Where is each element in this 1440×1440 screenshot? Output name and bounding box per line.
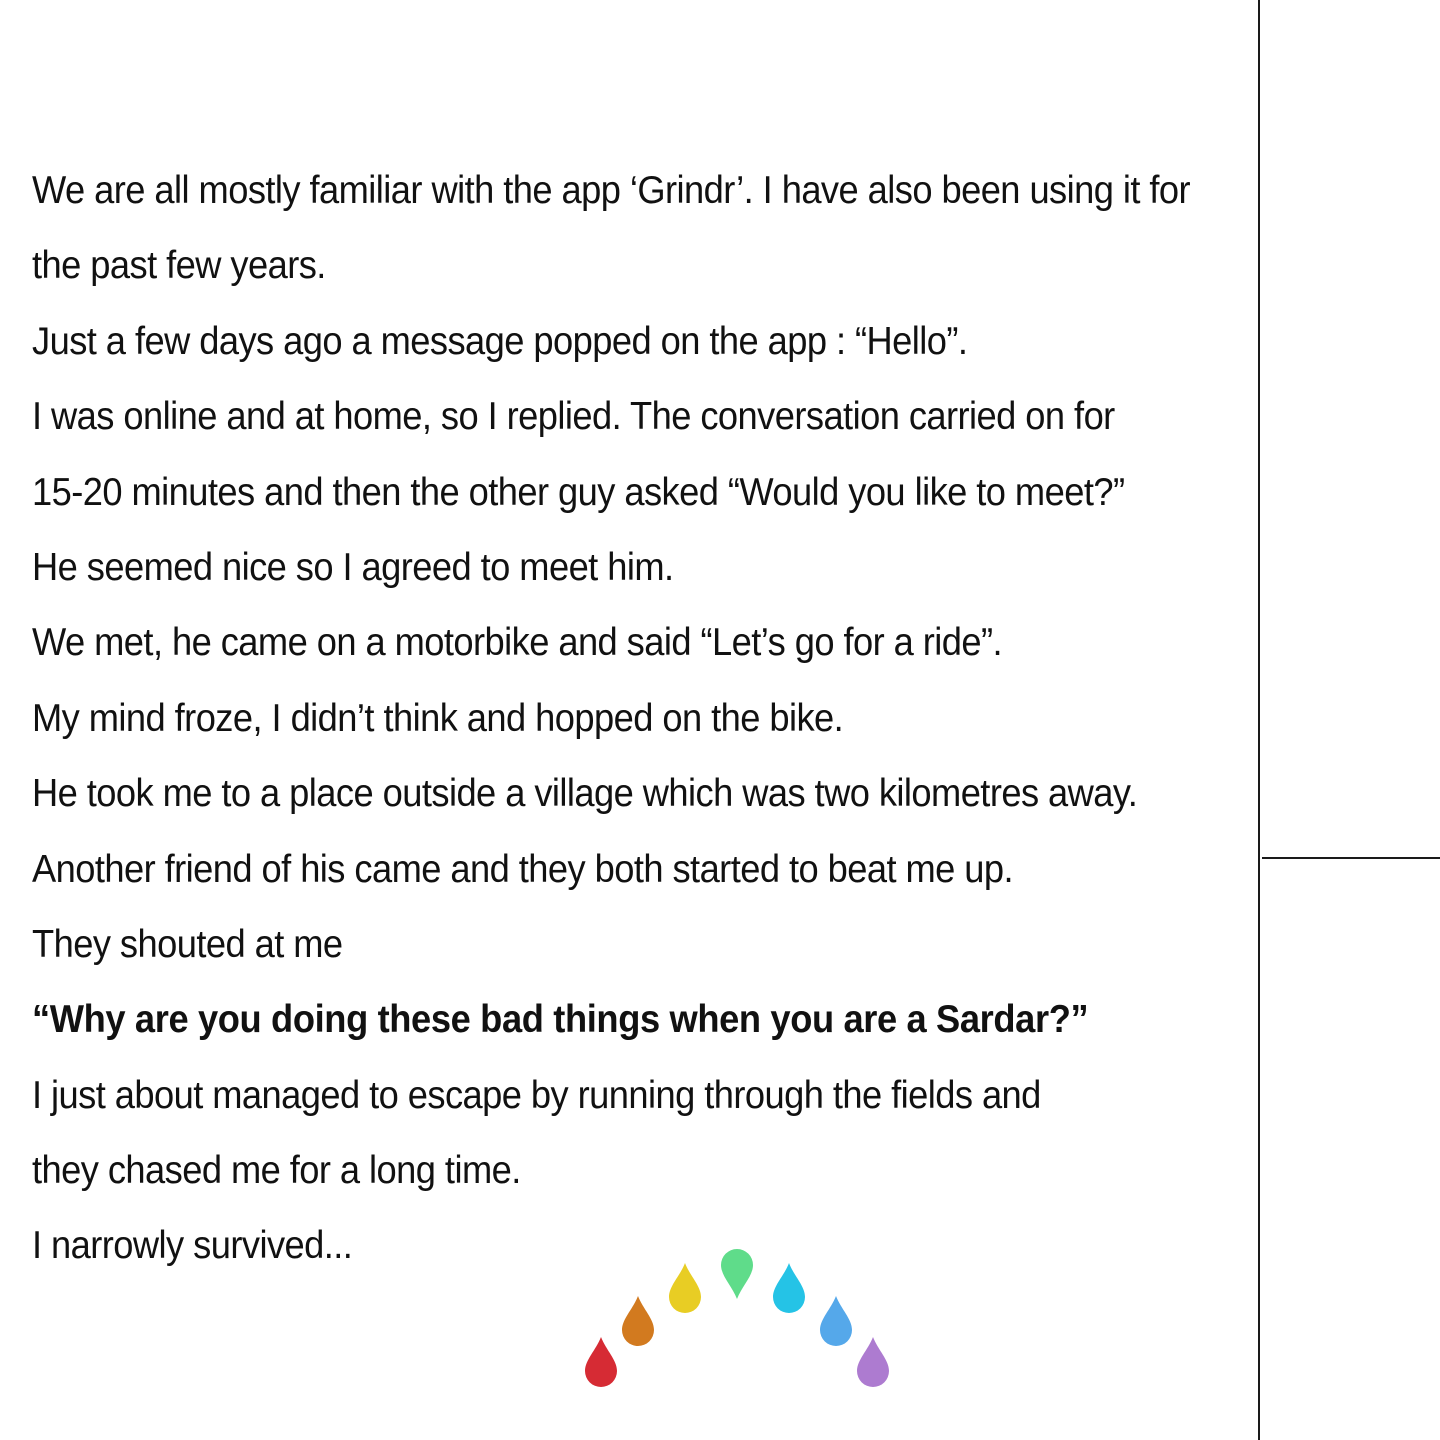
rainbow-drops-logo (560, 1240, 920, 1410)
story-line: We met, he came on a motorbike and said “Let’s go for a ride”. (32, 621, 1003, 665)
vertical-divider-line (1258, 0, 1260, 1440)
story-line: He seemed nice so I agreed to meet him. (32, 545, 674, 589)
story-line: My mind froze, I didn’t think and hopped on the bike. (32, 696, 844, 740)
story-line: I just about managed to escape by running through the fields and (32, 1073, 1041, 1117)
teardrop-icon (668, 1262, 702, 1314)
story-quote-line: “Why are you doing these bad things when you are a Sardar?” (32, 998, 1089, 1042)
story-line: Just a few days ago a message popped on the app : “Hello”. (32, 319, 968, 363)
story-line: 15-20 minutes and then the other guy asked “Would you like to meet?” (32, 470, 1125, 514)
story-line: they chased me for a long time. (32, 1149, 521, 1193)
story-line: I narrowly survived... (32, 1224, 353, 1268)
teardrop-icon (772, 1262, 806, 1314)
story-line: We are all mostly familiar with the app ‘Grindr’. I have also been using it for (32, 169, 1191, 212)
teardrop-icon (720, 1248, 754, 1300)
teardrop-icon (856, 1336, 890, 1388)
story-line: They shouted at me (32, 922, 343, 966)
teardrop-icon (819, 1295, 853, 1347)
story-line: the past few years. (32, 244, 326, 288)
horizontal-divider-line (1262, 857, 1440, 859)
teardrop-icon (621, 1295, 655, 1347)
story-line: He took me to a place outside a village which was two kilometres away. (32, 772, 1138, 816)
story-line: Another friend of his came and they both started to beat me up. (32, 847, 1014, 891)
story-line: I was online and at home, so I replied. The conversation carried on for (32, 395, 1115, 439)
teardrop-icon (584, 1336, 618, 1388)
story-text (32, 163, 1256, 1294)
